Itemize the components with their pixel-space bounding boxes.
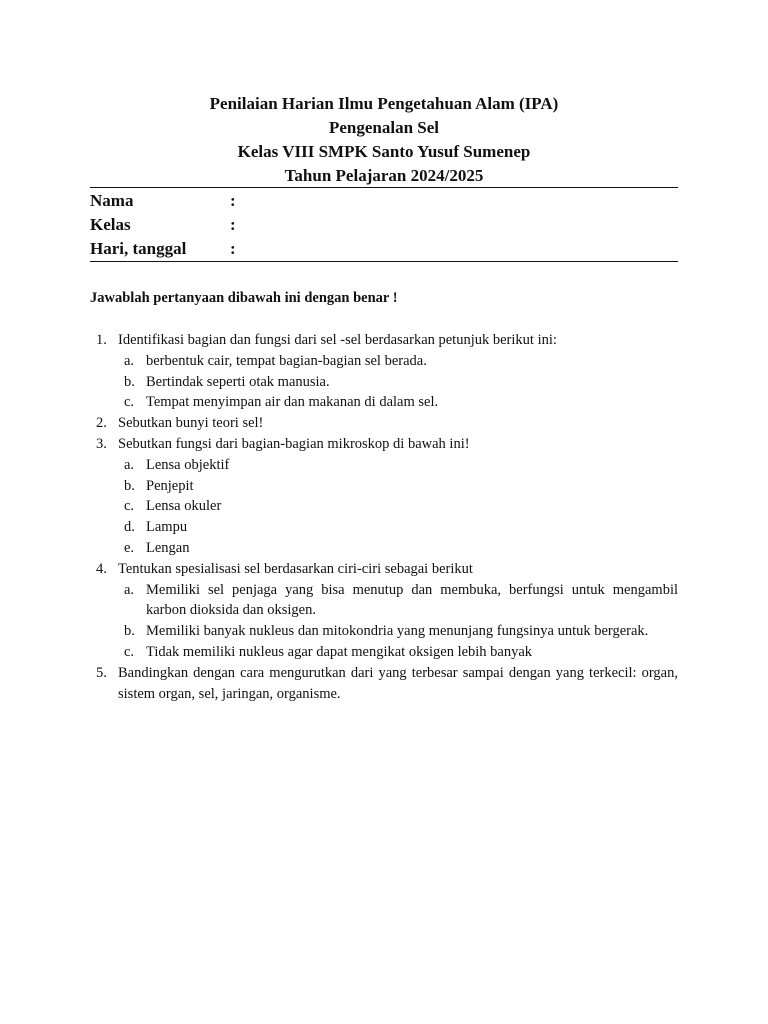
sub-question-item — [118, 642, 678, 663]
sub-question-letter: b. — [124, 373, 135, 390]
sub-question-text: Tempat menyimpan air dan makanan di dalam sel. — [146, 394, 439, 411]
sub-question-letter: a. — [124, 352, 135, 369]
sub-question-item — [118, 372, 678, 393]
sub-question-text: Lensa okuler — [146, 498, 222, 515]
sub-question-item — [118, 538, 678, 559]
question-item — [90, 330, 678, 413]
question-text: Sebutkan fungsi dari bagian-bagian mikroskop di bawah ini! — [118, 435, 470, 452]
sub-question-letter: d. — [124, 519, 135, 536]
identity-label-nama: Nama — [90, 191, 134, 210]
sub-question-letter: c. — [124, 498, 135, 515]
identity-label-kelas: Kelas — [90, 215, 131, 234]
question-body — [118, 330, 678, 413]
sub-question-item — [118, 496, 678, 517]
header-class: Kelas VIII SMPK Santo Yusuf Sumenep — [237, 142, 531, 161]
sub-question-text: Lampu — [146, 519, 188, 536]
sub-question-text: Memiliki sel penjaga yang bisa menutup dan membuka, berfungsi untuk mengambil karbon dioksida dan oksigen. — [146, 581, 678, 619]
sub-question-item — [118, 621, 678, 642]
identity-colon: : — [230, 191, 236, 210]
sub-question-letter: c. — [124, 394, 135, 411]
sub-question-item — [118, 351, 678, 372]
sub-question-letter: b. — [124, 623, 135, 640]
header-topic: Pengenalan Sel — [328, 118, 440, 137]
question-body — [118, 434, 678, 559]
sub-question-text: Lengan — [146, 539, 190, 556]
question-body — [118, 559, 678, 663]
question-item — [90, 559, 678, 663]
header-title: Penilaian Harian Ilmu Pengetahuan Alam (IPA) — [209, 94, 559, 113]
sub-question-item — [118, 517, 678, 538]
sub-question-item — [118, 392, 678, 413]
identity-row-hari-tanggal — [90, 237, 678, 261]
sub-question-text: Memiliki banyak nukleus dan mitokondria yang menunjang fungsinya untuk bergerak. — [146, 623, 649, 640]
sub-question-text: Tidak memiliki nukleus agar dapat mengikat oksigen lebih banyak — [146, 643, 533, 660]
identity-colon: : — [230, 239, 236, 258]
question-list — [90, 330, 678, 704]
sub-question-letter: b. — [124, 477, 135, 494]
question-number: 1. — [96, 332, 107, 348]
question-text: Sebutkan bunyi teori sel! — [118, 415, 264, 432]
question-item — [90, 434, 678, 559]
sub-question-text: Penjepit — [146, 477, 194, 494]
question-text: Identifikasi bagian dan fungsi dari sel -sel berdasarkan petunjuk berikut ini: — [118, 332, 557, 348]
identity-row-nama — [90, 189, 678, 213]
question-item — [90, 663, 678, 705]
instruction-text: Jawablah pertanyaan dibawah ini dengan benar ! — [90, 290, 398, 306]
sub-question-letter: e. — [124, 539, 135, 556]
sub-question-letter: a. — [124, 456, 135, 473]
sub-question-letter: a. — [124, 581, 135, 598]
sub-question-text: berbentuk cair, tempat bagian-bagian sel berada. — [146, 352, 427, 369]
question-number: 5. — [96, 664, 107, 681]
sub-question-item — [118, 580, 678, 622]
sub-question-item — [118, 455, 678, 476]
document-header — [90, 92, 678, 188]
question-text: Bandingkan dengan cara mengurutkan dari yang terbesar sampai dengan yang terkecil: organ, sistem organ, sel, jaringan, organisme. — [118, 664, 678, 702]
header-divider-top — [90, 187, 678, 188]
question-text: Tentukan spesialisasi sel berdasarkan ciri-ciri sebagai berikut — [118, 560, 473, 577]
identity-colon: : — [230, 215, 236, 234]
question-number: 2. — [96, 415, 107, 432]
question-number: 4. — [96, 560, 107, 577]
header-divider-bottom — [90, 261, 678, 262]
student-identity-block — [90, 189, 678, 261]
question-number: 3. — [96, 435, 107, 452]
question-body — [118, 413, 678, 434]
sub-question-text: Lensa objektif — [146, 456, 230, 473]
identity-label-hari-tanggal: Hari, tanggal — [90, 239, 187, 258]
question-body — [118, 663, 678, 705]
question-item — [90, 413, 678, 434]
header-school-year: Tahun Pelajaran 2024/2025 — [284, 166, 484, 185]
identity-row-kelas — [90, 213, 678, 237]
sub-question-text: Bertindak seperti otak manusia. — [146, 373, 330, 390]
sub-question-item — [118, 476, 678, 497]
sub-question-letter: c. — [124, 643, 135, 660]
